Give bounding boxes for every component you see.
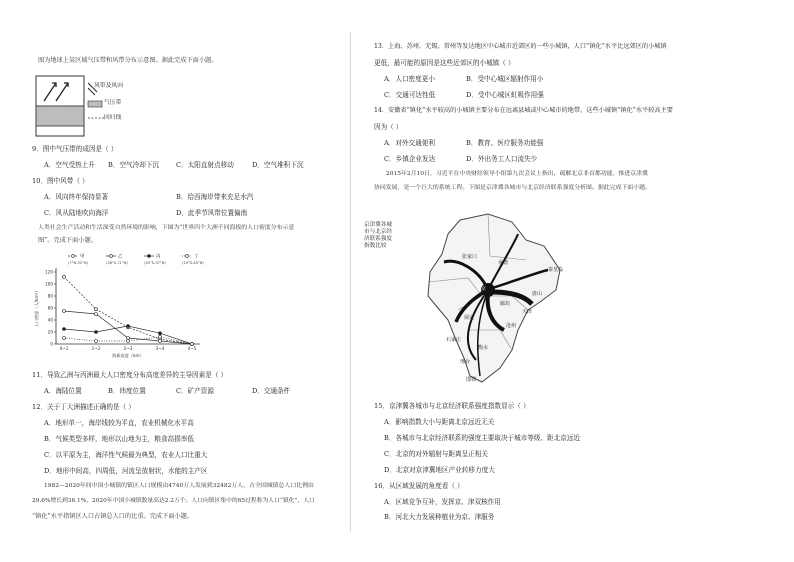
y-tick-label: 60	[47, 305, 53, 311]
legend-label: 丙	[156, 254, 161, 260]
q13-option-c[interactable]: C．交通可达性低	[384, 91, 436, 99]
legend-return-label: 回归线	[104, 115, 122, 121]
intro-text-1: 图为地球上某区域气压带和风带分布示意图。据此完成下面小题。	[38, 57, 218, 64]
q15-option-a[interactable]: A．影响指数大小与距离北京远近无关	[384, 418, 495, 426]
q15-stem: 15．京津冀各城市与北京经济联系强度指数显示（ ）	[374, 402, 530, 410]
legend-pressure-label: 气压带	[104, 100, 122, 106]
legend-wind-label: 风带及风向	[94, 83, 123, 89]
x-tick-label: 0~1	[59, 346, 69, 351]
x-axis-label: 海拔高度（km）	[112, 353, 144, 358]
intro-text-2a: 人类社会生产活动和生活深受自然环境的影响，下图为“世界四个大洲不同海拔的人口密度分布示意	[38, 225, 295, 231]
intro-text-4b: 协同发展，是一个巨大的系统工程。下图是京津冀各城市与北京经济联系强度分析图。据此完成下面小题。	[374, 185, 651, 191]
q12-option-c[interactable]: C．以平原为主，海洋性气候最为典型，农业人口比重大	[44, 451, 208, 459]
q14-option-d[interactable]: D．外出务工人口流失少	[466, 155, 538, 163]
y-tick-label: 100	[45, 281, 53, 287]
y-tick-label: 80	[47, 293, 53, 299]
q10-option-c[interactable]: C．风从陆地吹向海洋	[44, 209, 109, 217]
data-point	[95, 340, 98, 343]
data-point	[127, 325, 130, 328]
data-point	[127, 340, 130, 343]
q11-option-b[interactable]: B．纬度位置	[108, 387, 146, 395]
data-point	[63, 328, 66, 331]
city-label: 北京	[476, 286, 487, 292]
jjj-map	[408, 200, 588, 390]
q14-option-b[interactable]: B．教育、医疗服务功能强	[466, 139, 544, 147]
intro-text-3a: 1982—2020年间中国小城镇的镇区人口规模由4740万人发展到32482万人，占全国城镇总人口比例由	[44, 483, 314, 489]
city-label: 邢台	[460, 359, 471, 365]
x-tick-label: 1~2	[91, 346, 101, 351]
data-point	[159, 332, 162, 335]
q12-option-b[interactable]: B．气候类型多样，地形以山地为主，粮食高损率低	[44, 435, 194, 443]
q14-option-c[interactable]: C．乡镇企业发达	[384, 155, 436, 163]
legend-marker	[110, 255, 113, 258]
legend-marker	[72, 255, 75, 258]
q10-option-a[interactable]: A．风向终年保持显著	[44, 193, 109, 201]
city-label: 保定	[464, 315, 475, 321]
legend-range: (36°S-71°N)	[106, 261, 128, 265]
q11-option-a[interactable]: A．海陆位置	[44, 387, 82, 395]
q14-stem-line1: 14．安徽省“镇化”水平较高的小城镇主要分布在远离县城或中心城市的地带，这些小城镇“镇化”水平较高主要	[374, 107, 673, 114]
q12-option-a[interactable]: A．地形单一，海岸线较为平直，农业机械化水平高	[44, 419, 194, 427]
city-label: 邯郸	[466, 377, 477, 383]
q11-stem: 11．导致乙洲与丙洲最大人口密度分布高度差异的主导因素是（ ）	[32, 371, 228, 379]
legend-range: (35°S-37°N)	[144, 261, 166, 265]
intro-text-3b: 29.6%增长到36.1%，2020年中国小城镇数量高达2.2万个。人口向镇区集中的65过程称为人口“镇化”，人口	[32, 498, 315, 504]
city-label: 唐山	[532, 291, 543, 297]
q13-stem-line2: 更低，最可能的原因是这些近郊区的小城镇（ ）	[374, 59, 515, 67]
intro-text-4a: 2015年2月10日，习近平在中央财经领导小组第九次会议上指出，疏解北京非首都功能、推进京津冀	[386, 171, 648, 177]
x-tick-label: 3~4	[155, 346, 165, 351]
x-tick-label: 2~3	[123, 346, 133, 351]
q14-stem-line2: 因为（ ）	[374, 123, 403, 131]
city-label: 承德	[498, 260, 509, 266]
q10-option-b[interactable]: B．给西海岸带来充足水汽	[176, 193, 254, 201]
city-label: 天津	[522, 309, 533, 315]
y-tick-label: 40	[47, 317, 53, 323]
q15-option-b[interactable]: B．各城市与北京经济联系的强度主要取决于城市等级、距北京远近	[384, 434, 581, 442]
data-point	[95, 308, 98, 311]
region-outline	[428, 214, 560, 382]
q12-option-d[interactable]: D．地形中间高，四周低，河流呈放射状，水能的主产区	[44, 467, 208, 475]
data-point	[63, 310, 66, 313]
x-tick-label: 4~5	[187, 346, 197, 351]
legend-marker	[148, 255, 151, 258]
q11-option-c[interactable]: C．矿产资源	[176, 387, 215, 395]
q16-option-b[interactable]: B．河北大力发展种植业为京、津服务	[384, 513, 495, 521]
q16-option-a[interactable]: A．区域竞争互补，发挥京、津双核作用	[384, 498, 501, 506]
q9-option-d[interactable]: D．空气堆积下沉	[252, 161, 304, 169]
q14-option-a[interactable]: A．对外交通便利	[384, 139, 435, 147]
data-point	[159, 340, 162, 343]
data-point	[95, 331, 98, 334]
intro-text-2b: 图”。完成下面小题。	[38, 237, 97, 244]
q13-option-b[interactable]: B．受中心城区辐射作用小	[466, 75, 544, 83]
population-density-chart	[30, 250, 230, 362]
legend-range: (7°N-52°N)	[68, 261, 88, 265]
data-point	[63, 337, 66, 340]
q10-option-d[interactable]: D．此季节风带位置偏南	[176, 209, 248, 217]
y-tick-label: 120	[45, 269, 53, 275]
q13-stem-line1: 13．上海、苏州、无锡、常州等发达地区中心城市近郊区的一些小城镇，人口“镇化”水平比远郊区的小城镇	[374, 43, 667, 50]
y-axis-label: 人口密度（人/km²）	[34, 288, 39, 328]
q13-option-d[interactable]: D．受中心城区虹吸作用强	[466, 91, 544, 99]
intro-text-3c: “镇化”水平指镇区人口占镇总人口的比重。完成下面小题。	[32, 513, 194, 520]
city-label: 衡水	[478, 345, 489, 351]
y-tick-label: 0	[50, 341, 53, 347]
y-tick-label: 20	[47, 329, 53, 335]
q13-option-a[interactable]: A．人口密度更小	[384, 75, 435, 83]
city-label: 沧州	[506, 323, 517, 329]
q9-option-a[interactable]: A．空气受热上升	[44, 161, 95, 169]
q15-option-c[interactable]: C．北京的对外辐射与距离呈正相关	[384, 450, 488, 458]
series-line	[64, 277, 192, 344]
data-point	[127, 337, 130, 340]
q10-stem: 10．图中风带（ ）	[32, 177, 89, 185]
city-label: 张家口	[462, 254, 478, 260]
data-point	[191, 343, 194, 346]
legend-label: 乙	[118, 254, 123, 260]
legend-marker	[186, 255, 189, 258]
legend-label: 甲	[80, 254, 85, 260]
q9-option-b[interactable]: B．空气冷却下沉	[108, 161, 160, 169]
q12-stem: 12．关于丁大洲描述正确的是（ ）	[32, 403, 135, 411]
data-point	[63, 275, 66, 278]
city-label: 石家庄	[446, 337, 462, 343]
legend-range: (10°S-45°N)	[182, 261, 204, 265]
city-label: 秦皇岛	[548, 267, 564, 273]
map-title: 京津冀各城 市与北京经 济联系强度 指数比较	[364, 222, 392, 249]
q9-stem: 9．图中气压带的成因是（ ）	[32, 145, 118, 153]
q15-option-d[interactable]: D．北京对京津冀地区产业转移力度大	[384, 466, 495, 474]
q9-option-c[interactable]: C．太阳直射点移动	[176, 161, 234, 169]
data-point	[159, 335, 162, 338]
q16-stem: 16．从区域发展的角度看（ ）	[374, 482, 464, 490]
q11-option-d[interactable]: D．交通条件	[252, 387, 291, 395]
city-label: 廊坊	[500, 301, 511, 307]
column-divider	[350, 32, 351, 532]
legend-label: 丁	[194, 254, 199, 260]
data-point	[95, 313, 98, 316]
